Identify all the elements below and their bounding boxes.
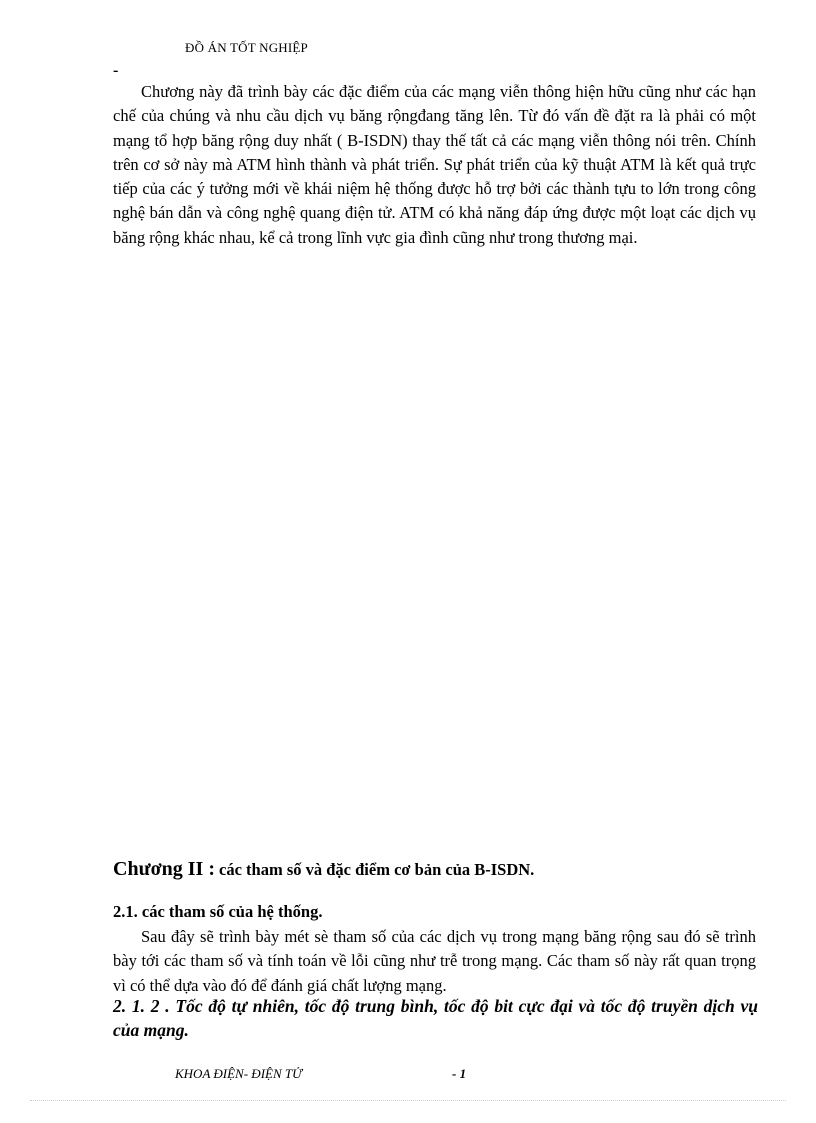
chapter-label: Chương II : <box>113 858 215 880</box>
footer-department: KHOA ĐIỆN- ĐIỆN TỬ <box>175 1066 302 1081</box>
footer-page-number: - 1 <box>452 1066 467 1081</box>
section-heading: 2.1. các tham số của hệ thống. <box>113 902 323 921</box>
chapter-title: các tham số và đặc điểm cơ bản của B-ISDN. <box>219 860 535 879</box>
chapter-heading <box>113 858 534 881</box>
subsection-heading: 2. 1. 2 . Tốc độ tự nhiên, tốc độ trung bình, tốc độ bit cực đại và tốc độ truyền dịch vụ của mạng. <box>113 996 758 1040</box>
header-dash: - <box>113 62 119 79</box>
intro-paragraph: Chương này đã trình bày các đặc điểm của các mạng viễn thông hiện hữu cũng như các hạn chế của chúng và nhu cầu dịch vụ băng rộngđang tăng lên. Từ đó vấn đề đặt ra là phải có một mạng tổ hợp băng rộng duy nhất ( B-ISDN) thay thế tất cả các mạng viễn thông nói trên. Chính trên cơ sở này mà ATM hình thành và phát triển. Sự phát triển của kỹ thuật ATM là kết quả trực tiếp của các ý tưởng mới về khái niệm hệ thống được hỗ trợ bởi các thành tựu to lớn trong công nghệ bán dẫn và công nghệ quang điện tử. ATM có khả năng đáp ứng được một loạt các dịch vụ băng rộng khác nhau, kể cả trong lĩnh vực gia đình cũng như trong thương mại. <box>113 82 756 247</box>
footer-divider <box>30 1100 786 1101</box>
section-paragraph: Sau đây sẽ trình bày mét sè tham số của các dịch vụ trong mạng băng rộng sau đó sẽ trình bày tới các tham số và tính toán về lỗi cũng như trễ trong mạng. Các tham số này rất quan trọng vì có thể dựa vào đó để đánh giá chất lượng mạng. <box>113 927 756 995</box>
document-header-title: ĐỒ ÁN TỐT NGHIỆP <box>185 40 308 55</box>
